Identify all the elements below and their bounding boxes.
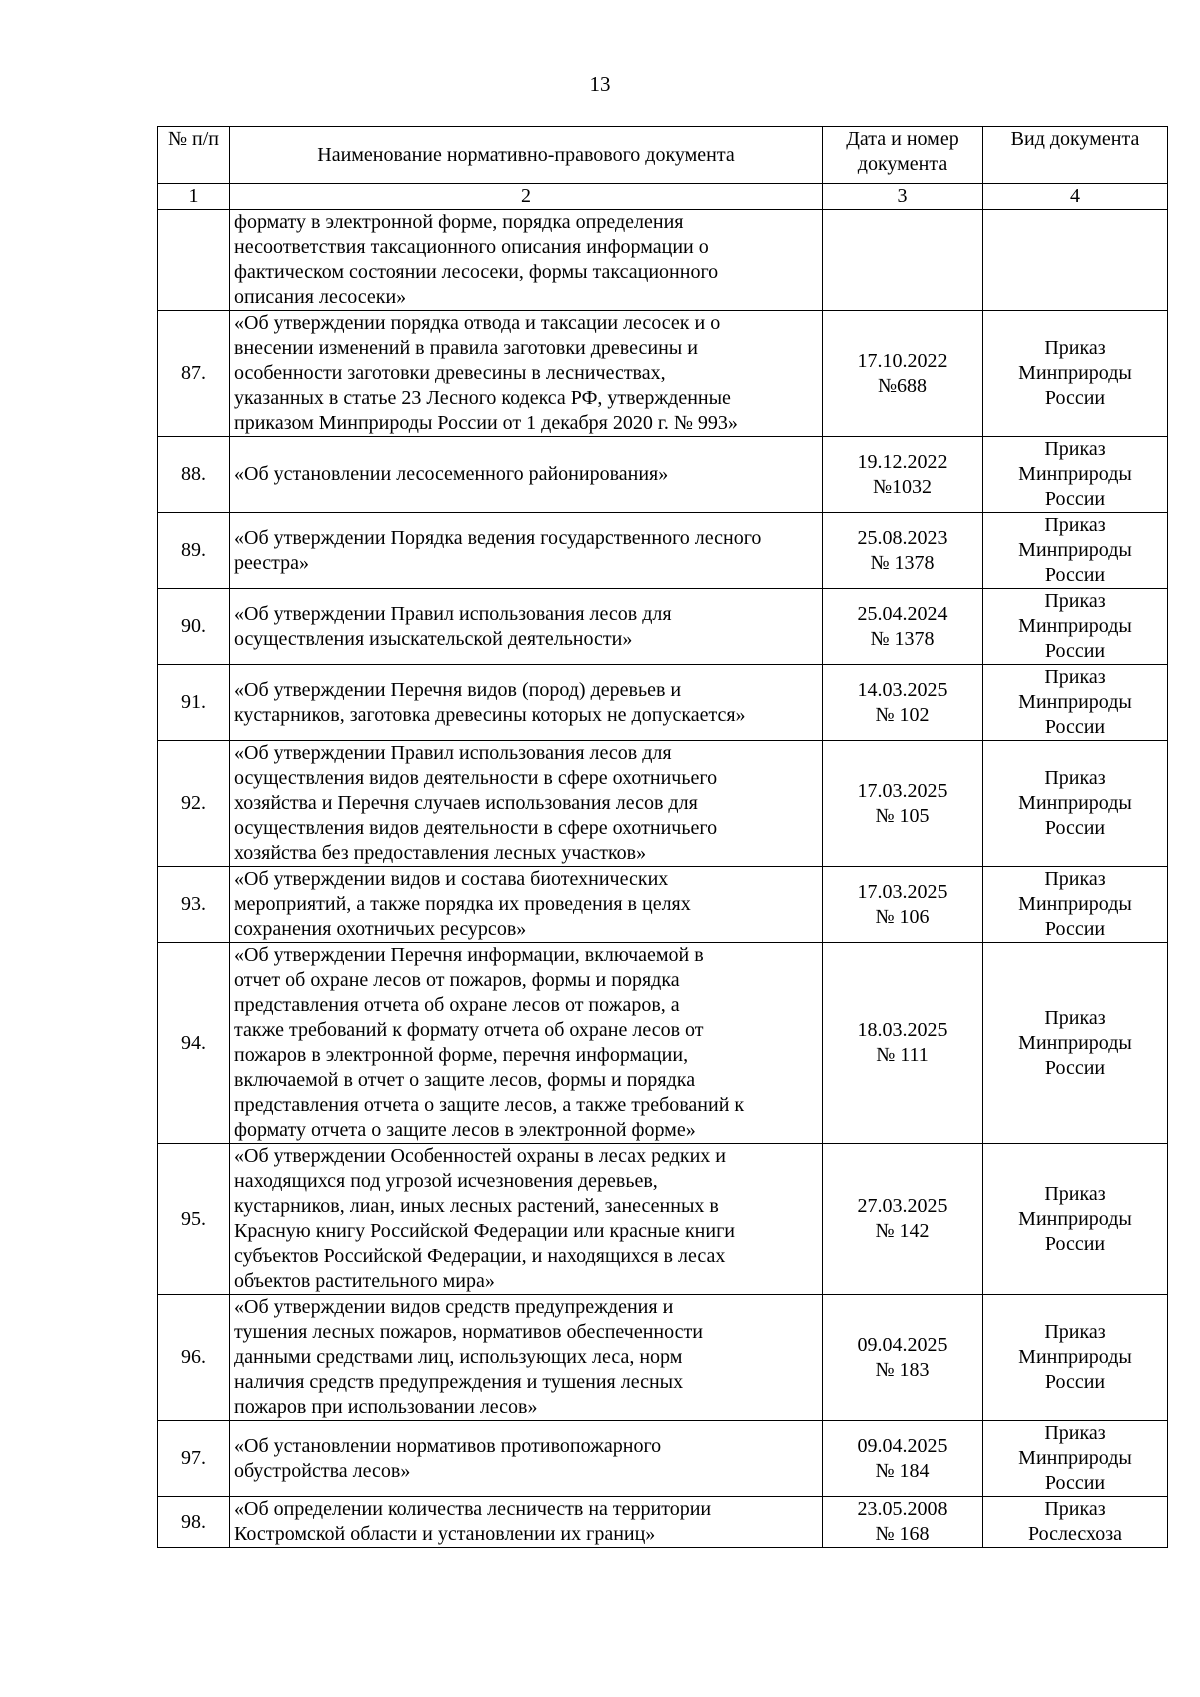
header-date: Дата и номер документа bbox=[823, 127, 983, 184]
header-name: Наименование нормативно-правового документа bbox=[230, 127, 823, 184]
document-date: 09.04.2025 № 184 bbox=[823, 1421, 983, 1497]
document-name: «Об утверждении порядка отвода и таксации лесосек и о внесении изменений в правила заготовки древесины и особенности заготовки древесины в лесничествах, указанных в статье 23 Лесного кодекса РФ, утвержденные приказом Минприроды России от 1 декабря 2020 г. № 993» bbox=[230, 311, 823, 437]
document-kind: Приказ Минприроды России bbox=[983, 589, 1168, 665]
document-date: 17.03.2025 № 105 bbox=[823, 741, 983, 867]
column-number: 1 bbox=[158, 184, 230, 210]
table-header-row bbox=[158, 127, 1168, 184]
document-name: «Об утверждении Правил использования лесов для осуществления изыскательской деятельности» bbox=[230, 589, 823, 665]
row-number: 95. bbox=[158, 1144, 230, 1295]
table-row bbox=[158, 437, 1168, 513]
row-number: 97. bbox=[158, 1421, 230, 1497]
row-number: 98. bbox=[158, 1497, 230, 1548]
column-number: 4 bbox=[983, 184, 1168, 210]
document-name: «Об определении количества лесничеств на территории Костромской области и установлении их границ» bbox=[230, 1497, 823, 1548]
row-number bbox=[158, 210, 230, 311]
table-row bbox=[158, 1295, 1168, 1421]
row-number: 89. bbox=[158, 513, 230, 589]
document-date: 17.10.2022 №688 bbox=[823, 311, 983, 437]
documents-table bbox=[157, 126, 1168, 1548]
continuation-row bbox=[158, 210, 1168, 311]
document-name: «Об утверждении Перечня видов (пород) деревьев и кустарников, заготовка древесины которых не допускается» bbox=[230, 665, 823, 741]
table-row bbox=[158, 741, 1168, 867]
header-num: № п/п bbox=[158, 127, 230, 184]
document-name: «Об утверждении Правил использования лесов для осуществления видов деятельности в сфере охотничьего хозяйства и Перечня случаев использования лесов для осуществления видов деятельности в сфере охотничьего хозяйства без предоставления лесных участков» bbox=[230, 741, 823, 867]
row-number: 92. bbox=[158, 741, 230, 867]
document-name: «Об утверждении видов и состава биотехнических мероприятий, а также порядка их проведения в целях сохранения охотничьих ресурсов» bbox=[230, 867, 823, 943]
row-number: 94. bbox=[158, 943, 230, 1144]
document-name: «Об установлении нормативов противопожарного обустройства лесов» bbox=[230, 1421, 823, 1497]
document-date: 19.12.2022 №1032 bbox=[823, 437, 983, 513]
table-row bbox=[158, 867, 1168, 943]
column-number: 2 bbox=[230, 184, 823, 210]
row-number: 88. bbox=[158, 437, 230, 513]
document-kind: Приказ Минприроды России bbox=[983, 1144, 1168, 1295]
table-row bbox=[158, 943, 1168, 1144]
document-name: «Об утверждении видов средств предупреждения и тушения лесных пожаров, нормативов обеспеченности данными средствами лиц, использующих леса, норм наличия средств предупреждения и тушения лесных пожаров при использовании лесов» bbox=[230, 1295, 823, 1421]
column-numbers-row bbox=[158, 184, 1168, 210]
table-row bbox=[158, 513, 1168, 589]
row-number: 90. bbox=[158, 589, 230, 665]
document-kind: Приказ Минприроды России bbox=[983, 943, 1168, 1144]
document-date bbox=[823, 210, 983, 311]
row-number: 96. bbox=[158, 1295, 230, 1421]
document-kind: Приказ Минприроды России bbox=[983, 437, 1168, 513]
header-kind: Вид документа bbox=[983, 127, 1168, 184]
document-date: 09.04.2025 № 183 bbox=[823, 1295, 983, 1421]
document-kind: Приказ Минприроды России bbox=[983, 311, 1168, 437]
row-number: 87. bbox=[158, 311, 230, 437]
document-date: 14.03.2025 № 102 bbox=[823, 665, 983, 741]
table-row bbox=[158, 1144, 1168, 1295]
document-name: формату в электронной форме, порядка определения несоответствия таксационного описания информации о фактическом состоянии лесосеки, формы таксационного описания лесосеки» bbox=[230, 210, 823, 311]
column-number: 3 bbox=[823, 184, 983, 210]
document-kind: Приказ Минприроды России bbox=[983, 1295, 1168, 1421]
document-date: 23.05.2008 № 168 bbox=[823, 1497, 983, 1548]
table-row bbox=[158, 665, 1168, 741]
document-date: 25.04.2024 № 1378 bbox=[823, 589, 983, 665]
document-name: «Об утверждении Порядка ведения государственного лесного реестра» bbox=[230, 513, 823, 589]
document-kind: Приказ Минприроды России bbox=[983, 867, 1168, 943]
table-row bbox=[158, 1421, 1168, 1497]
document-date: 25.08.2023 № 1378 bbox=[823, 513, 983, 589]
document-name: «Об утверждении Особенностей охраны в лесах редких и находящихся под угрозой исчезновения деревьев, кустарников, лиан, иных лесных растений, занесенных в Красную книгу Российской Федерации или красные книги субъектов Российской Федерации, и находящихся в лесах объектов растительного мира» bbox=[230, 1144, 823, 1295]
table-row bbox=[158, 311, 1168, 437]
document-kind: Приказ Минприроды России bbox=[983, 665, 1168, 741]
document-kind: Приказ Минприроды России bbox=[983, 1421, 1168, 1497]
document-name: «Об установлении лесосеменного районирования» bbox=[230, 437, 823, 513]
table-row bbox=[158, 589, 1168, 665]
document-kind: Приказ Минприроды России bbox=[983, 513, 1168, 589]
document-kind: Приказ Минприроды России bbox=[983, 741, 1168, 867]
document-date: 27.03.2025 № 142 bbox=[823, 1144, 983, 1295]
document-kind: Приказ Рослесхоза bbox=[983, 1497, 1168, 1548]
document-date: 18.03.2025 № 111 bbox=[823, 943, 983, 1144]
row-number: 93. bbox=[158, 867, 230, 943]
page-number: 13 bbox=[589, 72, 611, 96]
document-kind bbox=[983, 210, 1168, 311]
table-row bbox=[158, 1497, 1168, 1548]
row-number: 91. bbox=[158, 665, 230, 741]
document-date: 17.03.2025 № 106 bbox=[823, 867, 983, 943]
document-name: «Об утверждении Перечня информации, включаемой в отчет об охране лесов от пожаров, формы и порядка представления отчета об охране лесов от пожаров, а также требований к формату отчета об охране лесов от пожаров в электронной форме, перечня информации, включаемой в отчет о защите лесов, формы и порядка представления отчета о защите лесов, а также требований к формату отчета о защите лесов в электронной форме» bbox=[230, 943, 823, 1144]
